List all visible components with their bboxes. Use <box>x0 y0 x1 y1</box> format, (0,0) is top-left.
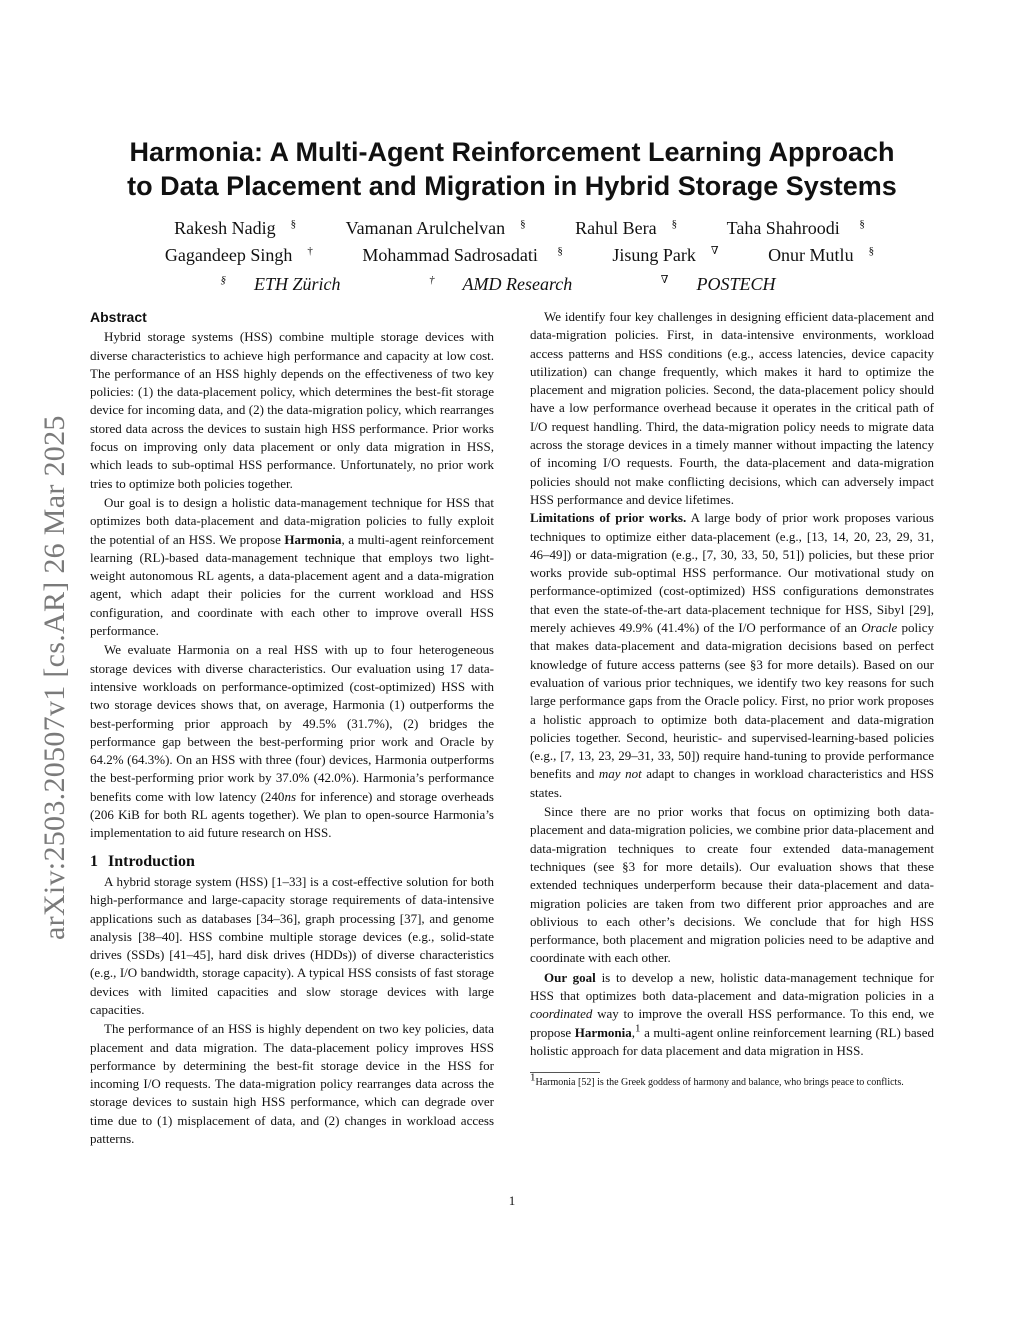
affiliation: § ETH Zürich <box>220 274 341 294</box>
footnote: $^1$Harmonia [52] is the Greek goddess of harmony and balance, who brings peace to conflicts. <box>530 1071 904 1089</box>
arxiv-identifier: arXiv:2503.20507v1 [cs.AR] 26 Mar 2025 <box>38 415 71 940</box>
title-line-1: Harmonia: A Multi-Agent Reinforcement Learning Approach <box>129 137 895 167</box>
abstract-paragraph: We evaluate Harmonia on a real HSS with up to four heterogeneous storage devices with diverse characteristics. Our evaluation using 17 data-intensive workloads on performance-optimized (cost-optimized) HSS with two storage devices shows that, on average, Harmonia (1) outperforms the best-performing prior approach by 49.5% (31.7%), (2) bridges the performance gap between the best-performing prior work and Oracle by 64.2% (64.3%). On an HSS with three (four) devices, Harmonia outperforms the best-performing prior work by 37.0% (42.0%). Harmonia’s performance benefits come with low latency (240ns for inference) and storage overheads (206 KiB for both RL agents together). We plan to open-source Harmonia’s implementation to aid future research on HSS. <box>90 642 494 841</box>
abstract-paragraph: Hybrid storage systems (HSS) combine multiple storage devices with diverse characteristics to achieve high performance and capacity at low cost. The performance of an HSS highly depends on the effectiveness of two key policies: (1) the data-placement policy, which determines the best-fit storage device for incoming data, and (2) the data-migration policy, which rearranges stored data across the devices to sustain high HSS performance. Prior works focus on improving only data placement or only data migration in HSS, which leads to sub-optimal HSS performance. Unfortunately, no prior work tries to optimize both policies together. <box>90 329 494 491</box>
left-column <box>90 308 494 1148</box>
body-paragraph: Since there are no prior works that focus on optimizing both data-placement and data-migration policies, we combine prior data-placement and data-migration techniques to create four extended data-management techniques (see §3 for more details). Our evaluation shows that these extended techniques underperform because their data-placement and data-migration policies are taken from two different prior approaches and are oblivious to each other’s decisions. We conclude that for high HSS performance, both placement and migration policies need to be adaptive and coordinate with each other. <box>530 804 934 966</box>
author: Vamanan Arulchelvan § <box>345 218 526 238</box>
abstract-paragraph: Our goal is to design a holistic data-management technique for HSS that optimizes both data-placement and data-migration policies to fully exploit the potential of an HSS. We propose Harmonia, a multi-agent reinforcement learning (RL)-based data-management technique that employs two light-weight autonomous RL agents, a data-placement agent and a data-migration agent, which adapt their policies for the current workload and HSS configuration, and coordinate with each other to improve overall HSS performance. <box>90 494 494 639</box>
abstract-heading: Abstract <box>90 309 147 325</box>
footnote-rule <box>530 1072 600 1073</box>
author: Onur Mutlu § <box>768 245 875 265</box>
author: Rahul Bera § <box>575 218 678 238</box>
author-list <box>90 215 934 269</box>
affiliations <box>90 274 934 295</box>
body-paragraph: Our goal is to develop a new, holistic data-management technique for HSS that optimizes both data-placement and data-migration policies in a coordinated way to improve the overall HSS performance. To this end, we propose Harmonia,$^1$ a multi-agent online reinforcement learning (RL) based holistic approach for data placement and data migration in HSS. <box>530 969 934 1058</box>
title-line-2: to Data Placement and Migration in Hybrid Storage Systems <box>127 171 897 201</box>
body-paragraph: Limitations of prior works. A large body of prior work proposes various techniques to optimize either data-placement (e.g., [13, 14, 20, 23, 29, 31, 46–49]) or data-migration (e.g., [7, 30, 33, 50, 51]) policies, but these prior works provide sub-optimal HSS performance. Our motivational study on performance-optimized (cost-optimized) HSS configurations demonstrates that even the state-of-the-art data-placement technique for HSS, Sibyl [29], merely achieves 49.9% (41.4%) of the I/O performance of an Oracle policy that makes data-placement and data-migration decisions based on perfect knowledge of future access patterns (see §3 for more details). Based on our evaluation of various prior techniques, we identify two key reasons for such large performance gaps from the Oracle policy. First, no prior work proposes a holistic approach to optimize both data-placement and data-migration policies together. Second, heuristic- and supervised-learning-based policies (e.g., [7, 13, 23, 29–31, 33, 50]) require hand-tuning to provide performance benefits and may not adapt to changes in workload characteristics and HSS states. <box>530 510 934 800</box>
author: Rakesh Nadig § <box>174 218 297 238</box>
author-row-1 <box>90 215 934 242</box>
intro-paragraph: The performance of an HSS is highly dependent on two key policies, data placement and data migration. The data-placement policy improves HSS performance by determining the best-fit storage device in the HSS for incoming I/O requests. The data-migration policy rearranges data across the storage devices to sustain high HSS performance, which can degrade over time due to (1) misplacement of data, and (2) changes in workload access patterns. <box>90 1021 494 1147</box>
intro-paragraph: A hybrid storage system (HSS) [1–33] is a cost-effective solution for both high-performance and large-capacity storage requirements of data-intensive applications such as databases [34–36], graph processing [37], and genome analysis [38–40]. HSS combine multiple storage devices (e.g., solid-state drives (SSDs) [41–45], hard disk drives (HDDs)) of diverse characteristics (e.g., I/O bandwidth, storage capacity). A typical HSS consists of fast storage devices with limited capacities and slow storage devices with large capacities. <box>90 873 494 1017</box>
page-number: 1 <box>508 1193 516 1208</box>
author-row-2 <box>90 242 934 269</box>
author: Jisung Park ∇ <box>612 245 719 265</box>
right-column <box>530 308 934 1089</box>
body-paragraph: We identify four key challenges in designing efficient data-placement and data-migration policies. First, in data-intensive environments, workload access patterns and HSS conditions (e.g., access latencies, device capacity utilization) can change frequently, which makes it hard to optimize the placement and migration policies. Second, the data-placement policy should have a low performance overhead because it operates in the critical path of I/O request handling. Third, the data-migration policy needs to migrate data across the storage devices in a timely manner without impacting the latency of incoming I/O requests. Fourth, the data-placement and data-migration policies should not make conflicting decisions, which can adversely impact HSS performance and device lifetimes. <box>530 309 934 507</box>
author: Taha Shahroodi § <box>726 218 865 238</box>
paper-title <box>90 135 934 203</box>
affiliation: ∇ POSTECH <box>660 274 776 294</box>
author: Mohammad Sadrosadati § <box>362 245 563 265</box>
introduction-heading: 1 Introduction <box>90 852 195 870</box>
affiliation: † AMD Research <box>429 274 573 294</box>
author: Gagandeep Singh † <box>164 245 313 265</box>
